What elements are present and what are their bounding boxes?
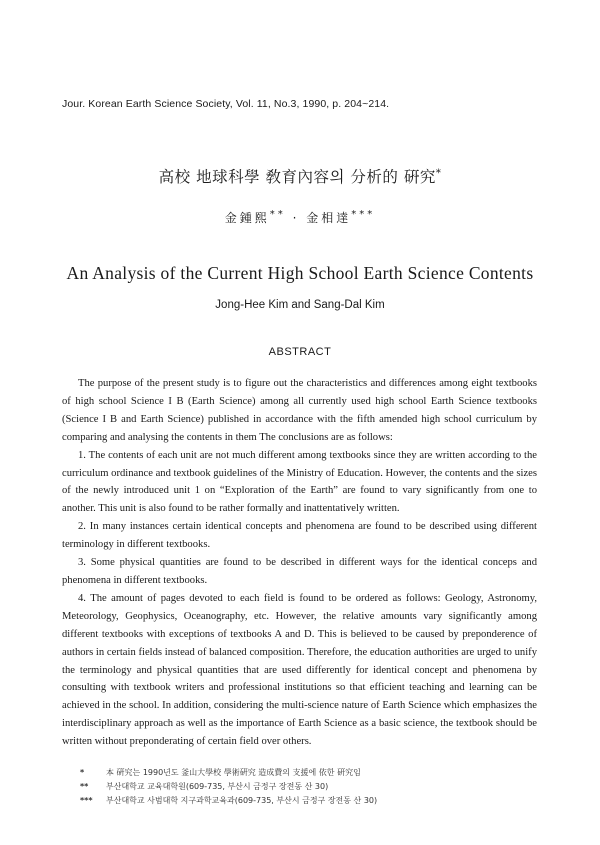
abstract-paragraph: 3. Some physical quantities are found to be described in different ways for the identical conceps and phenomena in different textbooks. (62, 557, 537, 586)
abstract-heading: ABSTRACT (268, 346, 332, 358)
english-authors: Jong-Hee Kim and Sang-Dal Kim (215, 299, 385, 311)
korean-title (0, 165, 600, 187)
footnotes (80, 766, 550, 808)
footnote (80, 766, 550, 780)
footnote (80, 794, 550, 808)
author-2-footnote-mark: *** (351, 209, 376, 220)
title-footnote-mark: * (435, 167, 442, 179)
footnote-text: 부산대학교 교육대학원(609-735, 부산시 금정구 장전동 산 30) (106, 782, 329, 791)
korean-author-1: 金鍾熙 (224, 211, 270, 225)
footnote (80, 780, 550, 794)
abstract-paragraph: 2. In many instances certain identical concepts and phenomena are found to be described using different terminology in different textbooks. (62, 521, 537, 551)
korean-title-text: 高校 地球科學 敎育內容의 分析的 硏究 (158, 168, 436, 186)
footnote-mark: *** (80, 796, 93, 805)
abstract-paragraph: The purpose of the present study is to figure out the characteristics and differences among eight textbooks of high school Science I B (Earth Science) among all currently used high school Earth Science textbooks (Science I B and Earth Science) published in accordance with the fifth amended high school curriculum by comparing and analysing the contents in them The conclusions are as follows: (62, 378, 537, 443)
footnote-mark: ** (80, 782, 89, 791)
abstract-body (62, 375, 537, 751)
journal-citation: Jour. Korean Earth Science Society, Vol. 11, No.3, 1990, p. 204~214. (62, 98, 390, 110)
footnote-mark: * (80, 768, 85, 777)
footnote-text: 부산대학교 사범대학 지구과학교육과(609-735, 부산시 금정구 장전동 산 30) (106, 796, 378, 805)
author-separator: · (292, 211, 300, 225)
korean-authors (0, 209, 600, 226)
author-1-footnote-mark: ** (269, 209, 286, 220)
english-title: An Analysis of the Current High School Earth Science Contents (66, 263, 534, 283)
korean-author-2: 金相達 (306, 211, 352, 225)
abstract-paragraph: 4. The amount of pages devoted to each field is found to be ordered as follows: Geology, Astronomy, Meteorology, Geophysics, Oceanography, etc. However, the relative amounts vary significantly among different textbooks with exceptions of textbooks A and D. This is believed to be caused by preponderence of authors in certain fields instead of balanced composition. Therefore, the education authorities are urged to unify the terminology and physical quantities that are used differently for identical concept and phenomena by consulting with textbook writers and professional institutions so that efficient teaching and learning can be achieved in the school. In addition, considering the multi-science nature of Earth Science which emphasizes the interdisciplinary approach as well as the importance of Earth Science as a basic science, the textbook should be written without preponderating of certain field over others. (62, 592, 537, 748)
footnote-text: 本 硏究는 1990년도 釜山大學校 學術硏究 造成費의 支援에 依한 硏究임 (106, 768, 361, 777)
abstract-paragraph: 1. The contents of each unit are not much different among textbooks since they are written according to the curriculum ordinance and textbook guidelines of the Ministry of Education. However, the contents and the sizes of the newly introduced unit 1 on “Exploration of the Earth” are found to vary significantly from one to another. This unit is also found to be rather formally and inattentatively written. (62, 449, 537, 515)
